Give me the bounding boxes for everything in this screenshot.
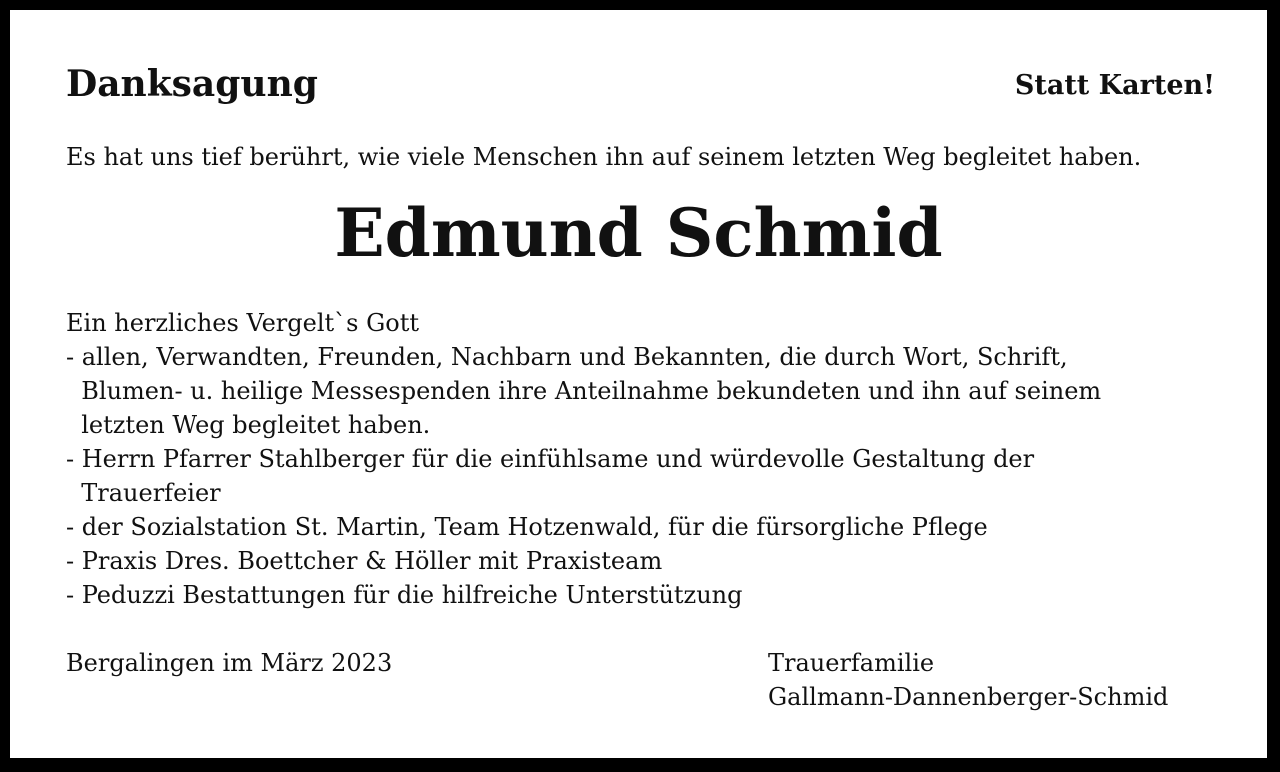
thanks-list-item (66, 578, 1226, 612)
thanks-list (66, 340, 1226, 612)
notice-note: Statt Karten! (1014, 70, 1215, 101)
thanks-list-item-line: - allen, Verwandten, Freunden, Nachbarn und Bekannten, die durch Wort, Schrift, (66, 343, 1068, 371)
thanks-list-item-line: - Peduzzi Bestattungen für die hilfreiche Unterstützung (66, 581, 743, 609)
signature-line-1: Trauerfamilie (768, 649, 935, 677)
thanks-opening: Ein herzliches Vergelt`s Gott (66, 309, 420, 337)
thanks-list-item-line: - Praxis Dres. Boettcher & Höller mit Praxisteam (66, 547, 663, 575)
thanks-list-item (66, 510, 1226, 544)
place-date: Bergalingen im März 2023 (66, 649, 393, 677)
thanks-list-item-line: Blumen- u. heilige Messespenden ihre Anteilnahme bekundeten und ihn auf seinem (66, 377, 1102, 405)
notice-title: Danksagung (66, 63, 318, 105)
thanks-list-item (66, 442, 1226, 510)
thanks-list-item (66, 544, 1226, 578)
signature (768, 646, 1168, 714)
intro-text: Es hat uns tief berührt, wie viele Menschen ihn auf seinem letzten Weg begleitet haben. (66, 143, 1142, 171)
thanks-block (66, 306, 1226, 612)
thanks-list-item-line: - der Sozialstation St. Martin, Team Hotzenwald, für die fürsorgliche Pflege (66, 513, 988, 541)
signature-line-2: Gallmann-Dannenberger-Schmid (768, 683, 1169, 711)
thanks-list-item-line: Trauerfeier (66, 479, 221, 507)
thanks-list-item (66, 340, 1226, 442)
deceased-name: Edmund Schmid (334, 194, 943, 272)
thanks-list-item-line: letzten Weg begleitet haben. (66, 411, 431, 439)
notice-card (10, 10, 1267, 758)
thanks-list-item-line: - Herrn Pfarrer Stahlberger für die einfühlsame und würdevolle Gestaltung der (66, 445, 1035, 473)
